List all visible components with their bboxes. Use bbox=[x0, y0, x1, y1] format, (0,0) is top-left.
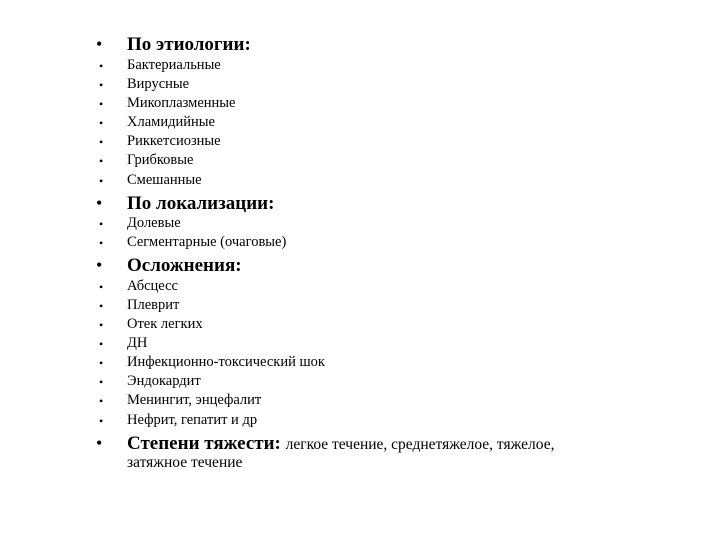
bullet-icon: • bbox=[99, 135, 104, 149]
section-localization-heading bbox=[0, 193, 720, 217]
bullet-icon: • bbox=[99, 280, 104, 294]
list-item bbox=[0, 278, 720, 297]
bullet-icon: • bbox=[99, 154, 104, 168]
list-item-text: Абсцесс bbox=[127, 278, 178, 294]
list-item bbox=[0, 152, 720, 171]
list-item bbox=[0, 76, 720, 95]
list-item-text: Риккетсиозные bbox=[127, 133, 221, 149]
bullet-icon: • bbox=[99, 337, 104, 351]
list-item bbox=[0, 114, 720, 133]
list-item-text: Инфекционно-токсический шок bbox=[127, 354, 325, 370]
list-item-text: Долевые bbox=[127, 215, 181, 231]
list-item-text: Хламидийные bbox=[127, 114, 215, 130]
list-item-text: Смешанные bbox=[127, 172, 202, 188]
list-item bbox=[0, 335, 720, 354]
bullet-icon: • bbox=[96, 255, 103, 275]
list-item-text: Микоплазменные bbox=[127, 95, 236, 111]
heading-text: Осложнения: bbox=[127, 255, 242, 276]
list-item bbox=[0, 215, 720, 234]
section-severity-heading bbox=[0, 433, 720, 457]
bullet-icon: • bbox=[99, 78, 104, 92]
bullet-icon: • bbox=[99, 356, 104, 370]
bullet-icon: • bbox=[99, 375, 104, 389]
severity-heading-label: Степени тяжести: bbox=[127, 433, 281, 454]
severity-description-continued: затяжное течение bbox=[127, 454, 243, 471]
bullet-icon: • bbox=[99, 59, 104, 73]
list-item bbox=[0, 297, 720, 316]
bullet-icon: • bbox=[99, 174, 104, 188]
heading-text: По этиологии: bbox=[127, 34, 251, 55]
list-item bbox=[0, 95, 720, 114]
list-item-text: Грибковые bbox=[127, 152, 194, 168]
bullet-icon: • bbox=[96, 433, 103, 453]
list-item bbox=[0, 354, 720, 373]
bullet-icon: • bbox=[99, 116, 104, 130]
list-item bbox=[0, 234, 720, 253]
list-item-text: Нефрит, гепатит и др bbox=[127, 412, 258, 428]
list-item bbox=[0, 172, 720, 191]
list-item-text: Отек легких bbox=[127, 316, 203, 332]
bullet-icon: • bbox=[99, 217, 104, 231]
list-item bbox=[0, 57, 720, 76]
bullet-icon: • bbox=[99, 318, 104, 332]
bullet-icon: • bbox=[99, 414, 104, 428]
list-item bbox=[0, 373, 720, 392]
list-item bbox=[0, 316, 720, 335]
heading-text bbox=[127, 433, 554, 455]
severity-description: легкое течение, среднетяжелое, тяжелое, bbox=[285, 436, 555, 453]
section-etiology-heading bbox=[0, 34, 720, 58]
list-item-text: Сегментарные (очаговые) bbox=[127, 234, 287, 250]
bullet-icon: • bbox=[99, 394, 104, 408]
list-item-text: Менингит, энцефалит bbox=[127, 392, 262, 408]
section-complications-heading bbox=[0, 255, 720, 279]
bullet-icon: • bbox=[99, 97, 104, 111]
bullet-icon: • bbox=[99, 236, 104, 250]
list-item bbox=[0, 412, 720, 431]
list-item-text: Вирусные bbox=[127, 76, 190, 92]
list-item bbox=[0, 392, 720, 411]
list-item-text: Плеврит bbox=[127, 297, 180, 313]
list-item bbox=[0, 133, 720, 152]
list-item-text: ДН bbox=[127, 335, 148, 351]
bullet-icon: • bbox=[99, 299, 104, 313]
list-item-text: Эндокардит bbox=[127, 373, 201, 389]
bullet-icon: • bbox=[96, 193, 103, 213]
heading-text: По локализации: bbox=[127, 193, 275, 214]
list-item-text: Бактериальные bbox=[127, 57, 221, 73]
bullet-icon: • bbox=[96, 34, 103, 54]
